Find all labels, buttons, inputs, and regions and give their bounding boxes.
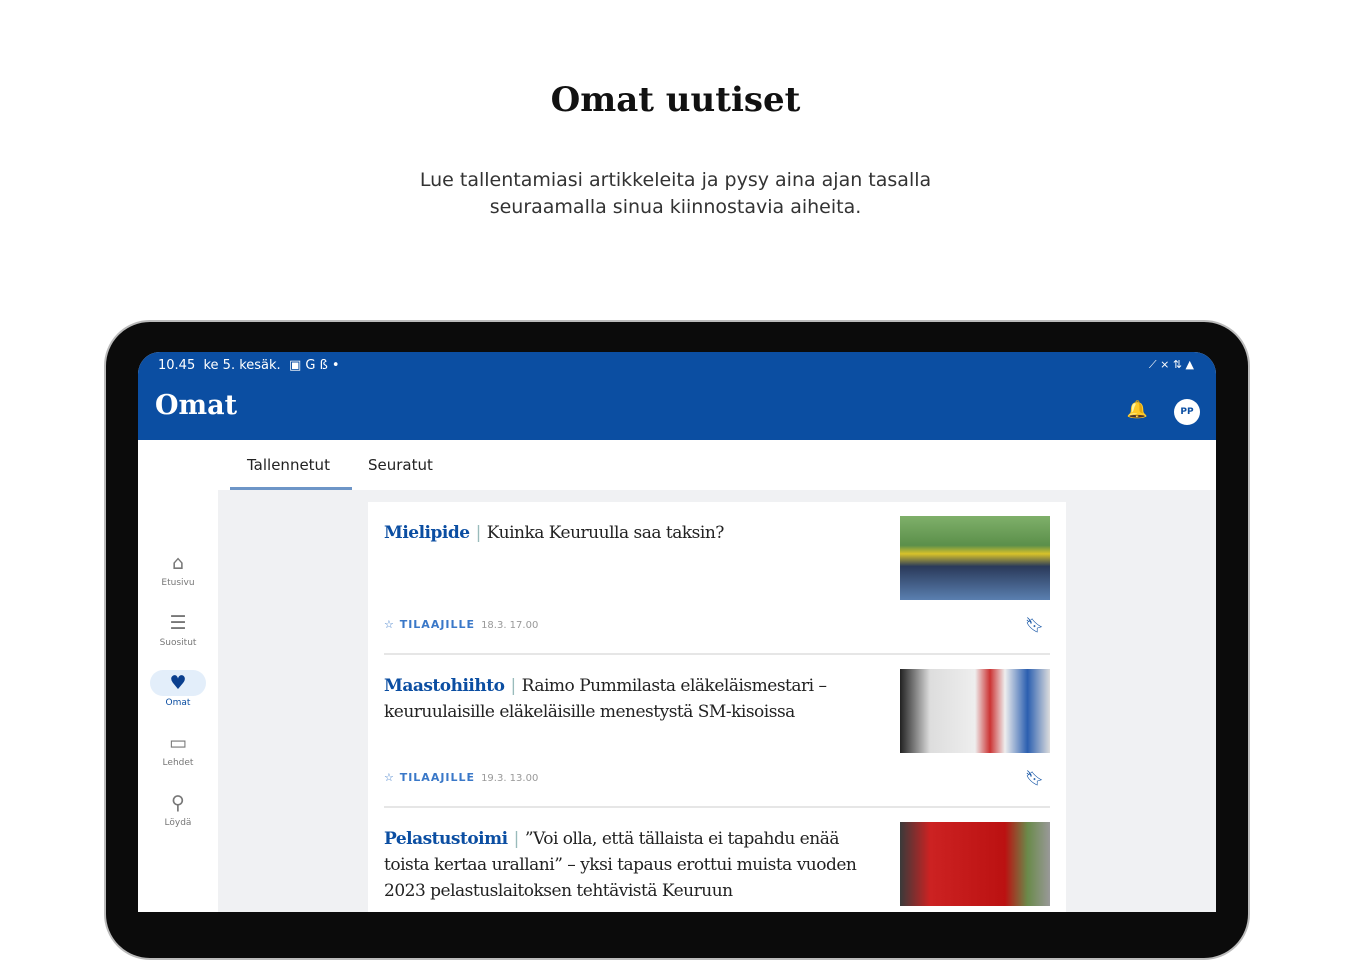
article-title: Raimo Pummilasta eläkeläismestari – keuruulaisille eläkeläisille menestystä SM-kisoissa	[384, 676, 827, 722]
nav-lehdet[interactable]	[138, 730, 218, 768]
tab-bar	[218, 440, 1216, 490]
article-image	[900, 669, 1050, 753]
list-icon: ☰	[169, 612, 187, 634]
article-category: Pelastustoimi	[384, 829, 508, 849]
article-image	[900, 822, 1050, 906]
tablet-screen	[138, 352, 1216, 912]
magazine-icon: ▭	[169, 732, 187, 754]
nav-suositut[interactable]	[138, 610, 218, 648]
nav-label: Omat	[165, 698, 191, 708]
subtitle	[0, 167, 1351, 221]
system-icons: ⟋ ⨯ ⇅ ▲	[1148, 358, 1194, 371]
article-category: Maastohiihto	[384, 676, 505, 696]
article-meta: ☆ TILAAJILLE 18.3. 17.00	[384, 618, 539, 631]
avatar[interactable]: PP	[1174, 399, 1200, 425]
article-headline[interactable]: Pelastustoimi | ”Voi olla, että tällaista ei tapahdu enää toista kertaa urallani” – yksi tapaus erottui muista vuoden 2023 pelastuslaitoksen tehtävistä Keuruun	[384, 829, 857, 901]
nav-omat[interactable]	[138, 670, 218, 708]
nav-loyda[interactable]	[138, 790, 218, 828]
article-item[interactable]	[384, 502, 1050, 655]
sidebar	[138, 440, 218, 912]
article-meta: ☆ TILAAJILLE 19.3. 13.00	[384, 771, 539, 784]
article-category: Mielipide	[384, 523, 470, 543]
article-headline[interactable]: Maastohiihto | Raimo Pummilasta eläkeläismestari – keuruulaisille eläkeläisille menestystä SM-kisoissa	[384, 676, 827, 722]
article-title: Kuinka Keuruulla saa taksin?	[486, 523, 724, 543]
subscriber-badge: TILAAJILLE	[399, 771, 476, 784]
subtitle-line: seuraamalla sinua kiinnostavia aiheita.	[489, 196, 862, 218]
status-bar	[158, 358, 340, 373]
status-time: 10.45	[158, 358, 196, 373]
article-date: 19.3. 13.00	[481, 773, 539, 784]
nav-label: Etusivu	[161, 578, 195, 588]
content-area	[218, 490, 1216, 912]
home-icon: ⌂	[171, 552, 185, 574]
app-bar	[138, 352, 1216, 440]
article-title: ”Voi olla, että tällaista ei tapahdu enää toista kertaa urallani” – yksi tapaus erottui muista vuoden 2023 pelastuslaitoksen tehtävistä Keuruun	[384, 829, 857, 901]
nav-label: Suositut	[159, 638, 197, 648]
article-image	[900, 516, 1050, 600]
tab-tallennetut[interactable]: Tallennetut	[247, 456, 330, 474]
nav-label: Löydä	[164, 818, 192, 828]
nav-label: Lehdet	[162, 758, 194, 768]
subtitle-line: Lue tallentamiasi artikkeleita ja pysy aina ajan tasalla	[419, 169, 932, 191]
subscriber-badge: TILAAJILLE	[399, 618, 476, 631]
article-list	[368, 502, 1066, 912]
article-item[interactable]	[384, 655, 1050, 808]
page-title: Omat uutiset	[550, 80, 801, 120]
article-date: 18.3. 17.00	[481, 620, 539, 631]
heart-icon: ♥	[150, 670, 206, 696]
status-icons: ▣ G ß •	[288, 358, 340, 373]
status-date: ke 5. kesäk.	[203, 358, 281, 373]
bookmark-icon[interactable]: 🔖︎	[1024, 769, 1044, 787]
bell-icon[interactable]: 🔔	[1126, 400, 1148, 420]
tab-seuratut[interactable]: Seuratut	[368, 456, 433, 474]
app-title: Omat	[155, 390, 238, 421]
article-headline[interactable]: Mielipide | Kuinka Keuruulla saa taksin?	[384, 523, 724, 543]
article-item[interactable]	[384, 808, 1050, 912]
search-icon: ⚲	[171, 792, 185, 814]
nav-etusivu[interactable]	[138, 550, 218, 588]
bookmark-icon[interactable]: 🔖︎	[1024, 616, 1044, 634]
